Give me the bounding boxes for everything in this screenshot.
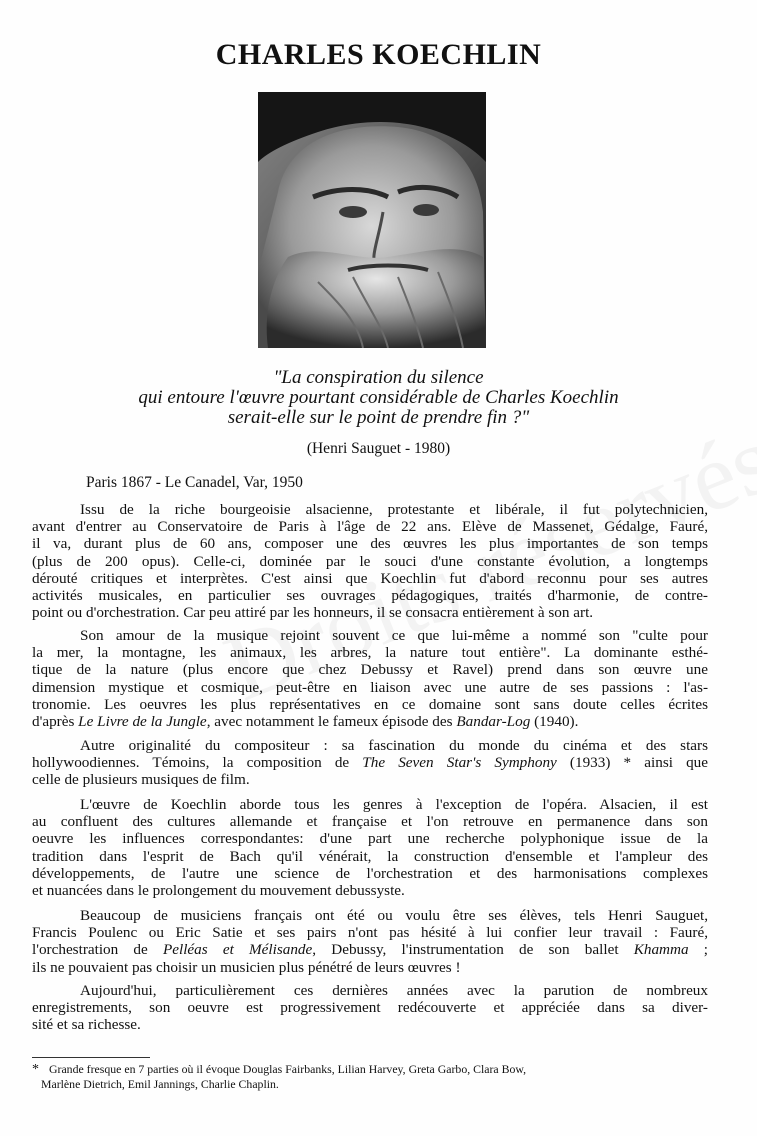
text-run: d'après — [32, 712, 79, 730]
text-line: Issu de la riche bourgeoisie alsacienne, protestante et libérale, il fut polytechnicien, — [80, 501, 708, 518]
quote-line: serait-elle sur le point de prendre fin ?" — [227, 407, 530, 428]
text-line: point ou d'orchestration. Car peu attiré par les honneurs, il se consacra entièrement à son art. — [32, 604, 594, 622]
text-run: (1933) * ainsi que — [556, 754, 709, 772]
portrait-image — [258, 92, 486, 348]
paragraph-6 — [32, 982, 708, 1034]
text-line: tradition dans l'esprit de Bach qu'il vénérait, la construction d'ensemble et l'ampleur des — [32, 847, 708, 865]
epigraph-quote — [0, 368, 757, 428]
paragraph-2 — [32, 627, 708, 730]
text-line: ils ne pouvaient pas choisir un musicien plus pénétré de leurs œuvres ! — [32, 958, 461, 976]
text-line: sité et sa richesse. — [32, 1016, 141, 1034]
text-run: , Debussy, l'instrumentation de son ballet — [312, 941, 634, 959]
text-line: Aujourd'hui, particulièrement ces dernières années avec la parution de nombreux — [80, 982, 708, 999]
footnote-marker: * — [32, 1062, 39, 1077]
page-title: CHARLES KOECHLIN — [215, 38, 542, 71]
text-line: enregistrements, son oeuvre est progressivement redécouverte et appréciée dans sa diver- — [32, 999, 708, 1017]
text-line: la mer, la montagne, les animaux, les arbres, la nature tout entière". La dominante esthé- — [32, 644, 708, 662]
work-title: Le Livre de la Jungle — [78, 712, 207, 730]
text-line: Son amour de la musique rejoint souvent ce que lui-même a nommé son "culte pour — [80, 627, 708, 644]
text-line: tronomie. Les oeuvres les plus représentatives en ce domaine sont sans doute celles écrites — [32, 695, 708, 713]
text-line: au confluent des cultures allemande et française et l'on retrouve en permanence dans son — [32, 813, 708, 831]
text-run: ; — [688, 941, 708, 959]
footnote-divider — [32, 1057, 150, 1058]
birth-death-dates: Paris 1867 - Le Canadel, Var, 1950 — [86, 474, 303, 491]
quote-line: qui entoure l'œuvre pourtant considérable de Charles Koechlin — [138, 387, 619, 408]
quote-line: "La conspiration du silence — [273, 367, 484, 388]
text-line: dimension mystique et cosmique, peut-être en liaison avec une autre de ses passions : l'as- — [32, 678, 708, 696]
text-line: Autre originalité du compositeur : sa fascination du monde du cinéma et des stars — [80, 737, 708, 754]
work-title: Pelléas et Mélisande — [162, 941, 313, 959]
text-line: dérouté critiques et interprètes. C'est ainsi que Koechlin fut d'abord reconnu pour ses autres — [32, 569, 708, 587]
text-run: , avec notamment le fameux épisode des — [206, 712, 457, 730]
text-line: avant d'entrer au Conservatoire de Paris à l'âge de 22 ans. Elève de Massenet, Gédalge, Fauré, — [32, 518, 708, 536]
text-line: et nuancées dans le prolongement du mouvement debussyste. — [32, 881, 405, 899]
text-line: L'œuvre de Koechlin aborde tous les genres à l'exception de l'opéra. Alsacien, il est — [80, 796, 708, 813]
text-line: Beaucoup de musiciens français ont été ou voulu être ses élèves, tels Henri Sauguet, — [80, 907, 708, 924]
work-title: Bandar-Log — [456, 712, 531, 730]
footnote-line — [32, 1062, 708, 1077]
text-line: développements, de l'autre une science de l'orchestration et des harmonisations complexes — [32, 864, 708, 882]
text-line: oeuvre les influences correspondantes: d'une part une recherche polyphonique issue de la — [32, 830, 708, 848]
text-line: tique de la nature (plus encore que chez Debussy et Ravel) prend dans son œuvre une — [32, 661, 708, 679]
text-run: (1940). — [530, 712, 579, 730]
quote-attribution: (Henri Sauguet - 1980) — [306, 440, 451, 457]
footnote — [32, 1062, 708, 1092]
text-run: hollywoodiennes. Témoins, la composition de — [32, 754, 350, 772]
paragraph-3 — [32, 737, 708, 789]
footnote-line: Marlène Dietrich, Emil Jannings, Charlie Chaplin. — [41, 1077, 279, 1091]
work-title: The Seven Star's Symphony — [362, 754, 557, 772]
paragraph-4 — [32, 796, 708, 899]
text-line — [32, 713, 708, 730]
text-line: il va, durant plus de 60 ans, composer une des œuvres les plus importantes de son temps — [32, 535, 708, 553]
text-line — [32, 941, 708, 958]
text-line — [32, 754, 708, 771]
paragraph-5 — [32, 907, 708, 976]
text-line: celle de plusieurs musiques de film. — [32, 771, 250, 789]
paragraph-1 — [32, 501, 708, 621]
portrait-photo — [258, 92, 486, 348]
text-run: l'orchestration de — [32, 941, 163, 959]
footnote-text: Grande fresque en 7 parties où il évoque Douglas Fairbanks, Lilian Harvey, Greta Garbo, Clara Bow, — [49, 1062, 527, 1076]
text-line: (plus de 200 opus). Celle-ci, dominée par le souci d'une constante évolution, a longtemps — [32, 552, 708, 570]
text-line: activités musicales, en particulier ses ouvrages pédagogiques, traités d'harmonie, de contre- — [32, 586, 708, 604]
text-line: Francis Poulenc ou Eric Satie et ses pairs n'ont pas hésité à lui confier leur travail : Fauré, — [32, 924, 708, 942]
work-title: Khamma — [633, 941, 689, 959]
